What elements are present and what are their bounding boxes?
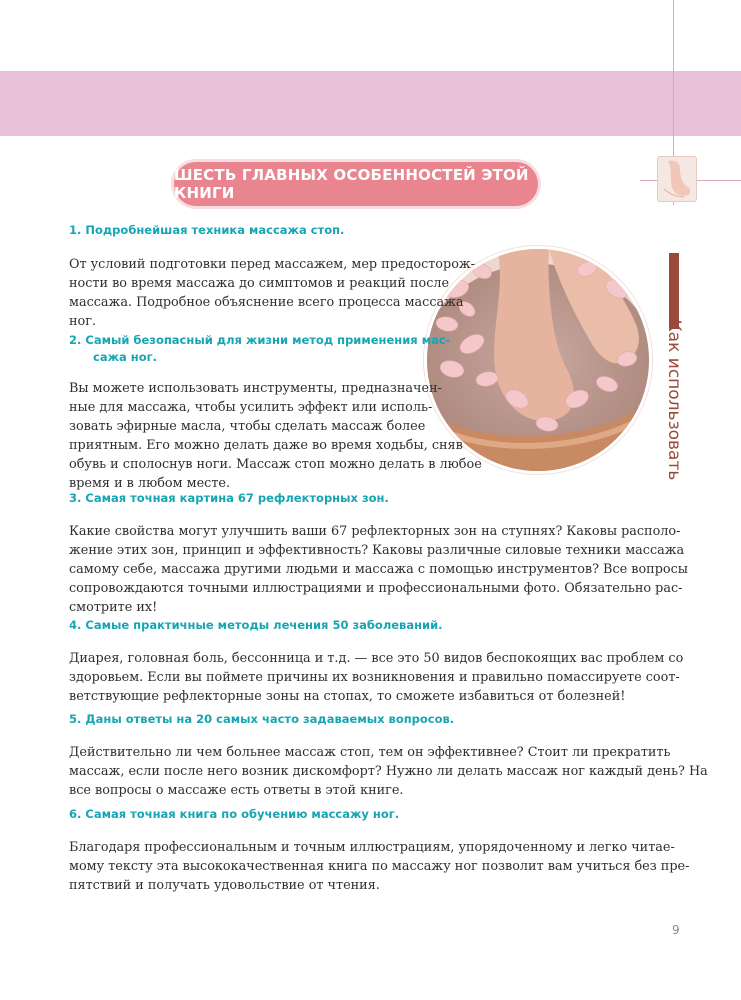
section-1-heading: 1. Подробнейшая техника массажа стоп. <box>69 223 345 237</box>
feet-thumbnail-icon <box>657 156 697 202</box>
section-6-heading: 6. Самая точная книга по обучению массажу ног. <box>69 807 400 821</box>
section-1-text: От условий подготовки перед массажем, мер предосторож- ности во время массажа до симптомов и реакций после массажа. Подробное объяснение всего процесса массажа ног. <box>69 257 476 329</box>
header-band <box>0 71 741 136</box>
section-4-text: Диарея, головная боль, бессонница и т.д. — все это 50 видов беспокоящих вас проблем со здоровьем. Если вы поймете причины их возникновения и правильно помассируете соот- ветствующие рефлекторные зоны на стопах, то сможете избавиться от болезней! <box>69 651 684 704</box>
section-5-text: Действительно ли чем больнее массаж стоп, тем он эффективнее? Стоит ли прекратить массаж, если после него возник дискомфорт? Нужно ли делать массаж ног каждый день? На все вопросы о массаже есть ответы в этой книге. <box>69 745 708 798</box>
section-3-heading: 3. Самая точная картина 67 рефлекторных зон. <box>69 491 389 505</box>
section-2-heading: 2. Самый безопасный для жизни метод применения мас- сажа ног. <box>69 333 451 364</box>
section-6-text: Благодаря профессиональным и точным иллюстрациям, упорядоченному и легко читае- мому тексту эта высококачественная книга по массажу ног позволит вам учиться без пре- пятствий и получать удовольствие от чтения. <box>69 840 690 893</box>
side-tab-label: Как использовать <box>664 319 684 481</box>
section-2-text: Вы можете использовать инструменты, предназначен- ные для массажа, чтобы усилить эффект или исполь- зовать эфирные масла, чтобы сделать массаж более приятным. Его можно делать даже во время ходьбы, сняв обувь и сполоснув ноги. Массаж стоп можно делать в любое время и в любом месте. <box>69 381 482 491</box>
section-4-heading: 4. Самые практичные методы лечения 50 заболеваний. <box>69 618 443 632</box>
page-title: ШЕСТЬ ГЛАВНЫХ ОСОБЕННОСТЕЙ ЭТОЙ КНИГИ <box>174 162 538 206</box>
section-5-heading: 5. Даны ответы на 20 самых часто задаваемых вопросов. <box>69 712 455 726</box>
section-3-text: Какие свойства могут улучшить ваши 67 рефлекторных зон на ступнях? Каковы располо- жение этих зон, принцип и эффективность? Каковы различные силовые техники массажа самому себе, массажа другими людьми и массажа с помощью инструментов? Все вопросы сопровождаются точными иллюстрациями и профессиональными фото. Обязательно рас- смотрите их! <box>69 524 688 615</box>
page-number: 9 <box>672 923 680 937</box>
